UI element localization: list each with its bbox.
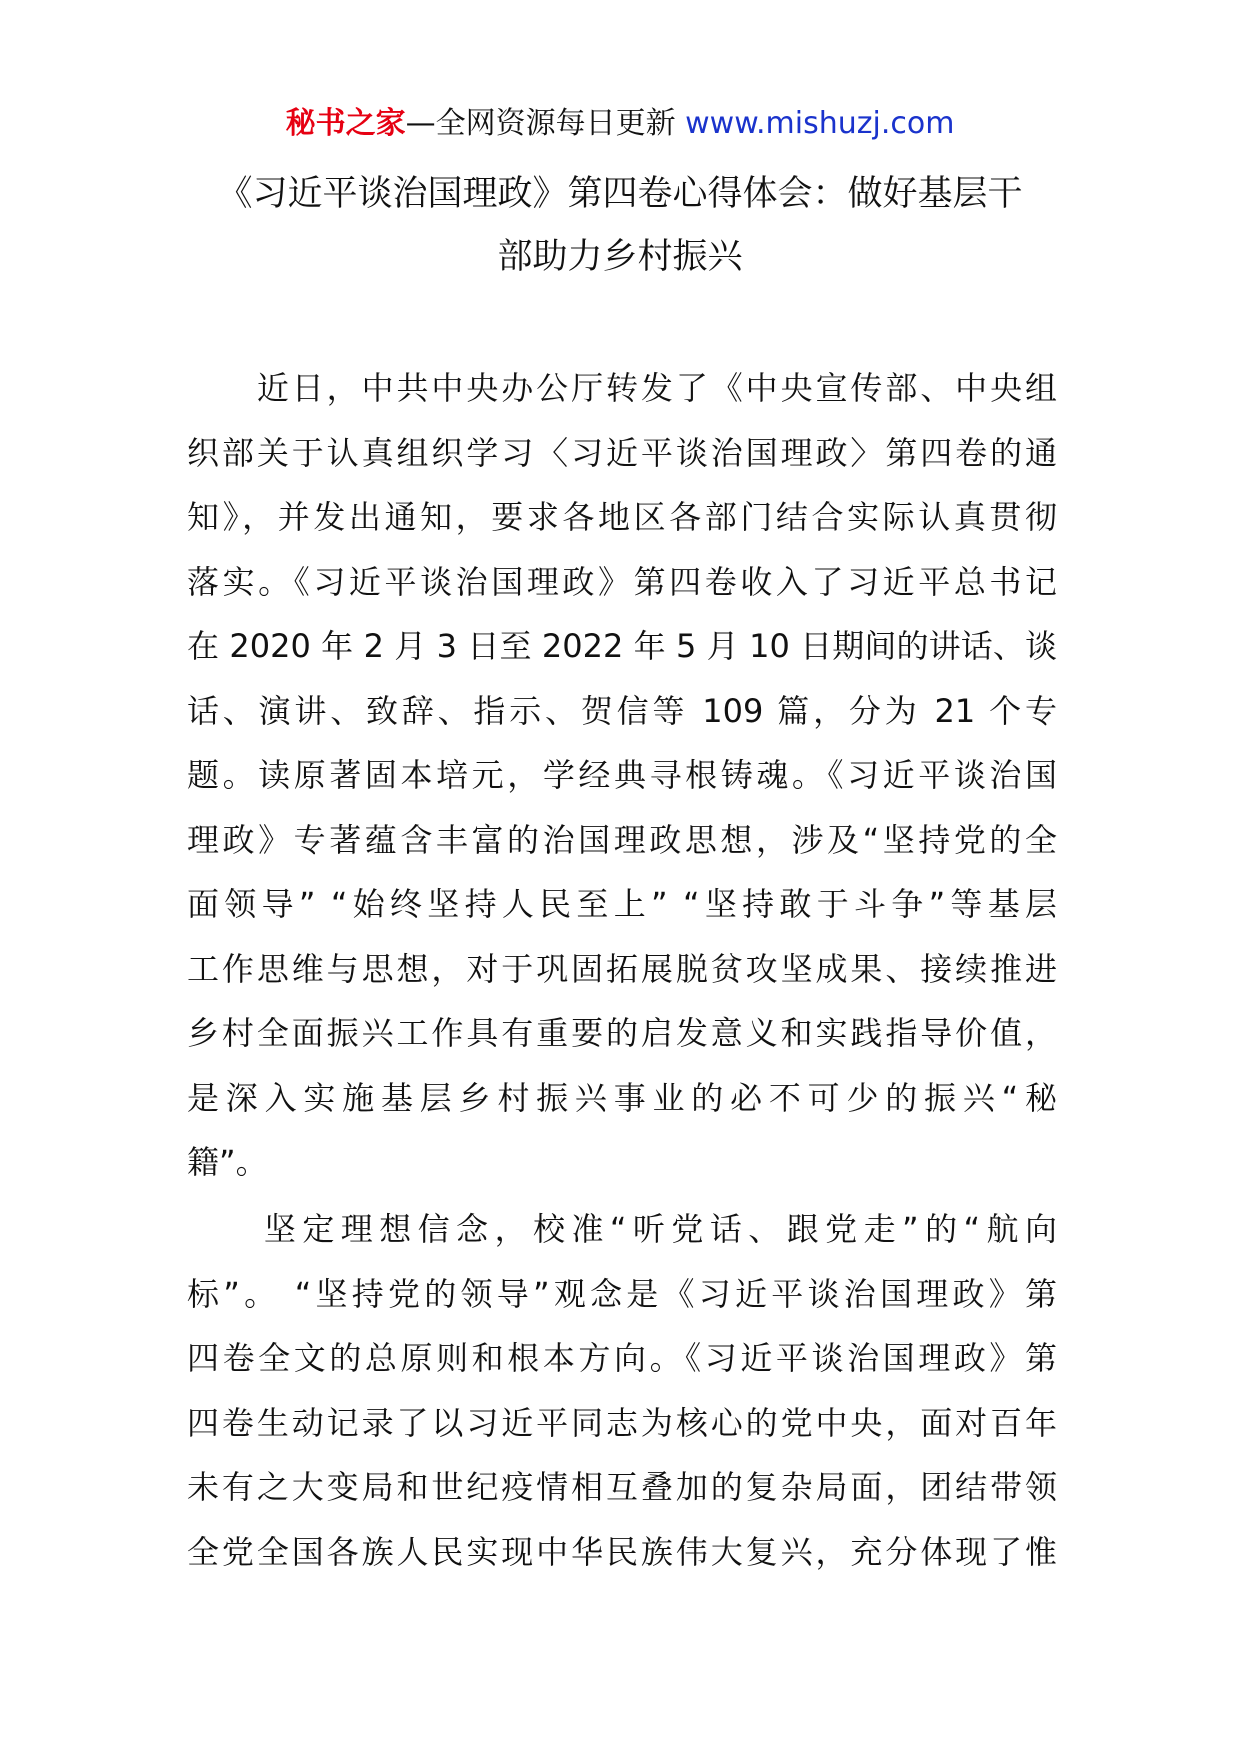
paragraph-2 xyxy=(187,1197,1057,1584)
paragraph-line: 标”。 “坚持党的领导”观念是《习近平谈治国理政》第 xyxy=(187,1274,1057,1313)
site-header xyxy=(0,104,1240,144)
paragraph-line: 籍”。 xyxy=(187,1143,268,1181)
title-line-1: 《习近平谈治国理政》第四卷心得体会：做好基层干 xyxy=(217,174,1023,214)
paragraph-line: 在 2020 年 2 月 3 日至 2022 年 5 月 10 日期间的讲话、谈 xyxy=(187,627,1057,665)
paragraph-1 xyxy=(187,356,1057,1195)
paragraph-line: 坚定理想信念，校准“听党话、跟党走”的“航向 xyxy=(187,1210,1057,1248)
paragraph-line: 四卷生动记录了以习近平同志为核心的党中央，面对百年 xyxy=(187,1403,1057,1442)
site-url-link[interactable]: www.mishuzj.com xyxy=(685,106,955,141)
paragraph-line: 题。读原著固本培元，学经典寻根铸魂。《习近平谈治国 xyxy=(187,756,1057,794)
paragraph-line: 落实。《习近平谈治国理政》第四卷收入了习近平总书记 xyxy=(187,562,1057,601)
brand-name: 秘书之家 xyxy=(285,106,406,141)
paragraph-line: 工作思维与思想，对于巩固拓展脱贫攻坚成果、接续推进 xyxy=(187,949,1057,988)
paragraph-line: 全党全国各族人民实现中华民族伟大复兴，充分体现了惟 xyxy=(187,1532,1057,1571)
header-tagline: —全网资源每日更新 xyxy=(405,106,686,141)
paragraph-line: 未有之大变局和世纪疫情相互叠加的复杂局面，团结带领 xyxy=(187,1468,1057,1506)
paragraph-line: 是深入实施基层乡村振兴事业的必不可少的振兴“秘 xyxy=(187,1078,1057,1117)
paragraph-line: 四卷全文的总原则和根本方向。《习近平谈治国理政》第 xyxy=(187,1339,1057,1377)
title-line-2: 部助力乡村振兴 xyxy=(497,237,743,277)
paragraph-line: 织部关于认真组织学习〈习近平谈治国理政〉第四卷的通 xyxy=(187,433,1057,472)
paragraph-line: 近日，中共中央办公厅转发了《中央宣传部、中央组 xyxy=(187,369,1057,407)
paragraph-line: 知》，并发出通知，要求各地区各部门结合实际认真贯彻 xyxy=(187,498,1057,536)
document-title xyxy=(140,163,1100,289)
paragraph-line: 面领导” “始终坚持人民至上” “坚持敢于斗争”等基层 xyxy=(187,885,1057,923)
paragraph-line: 话、演讲、致辞、指示、贺信等 109 篇，分为 21 个专 xyxy=(187,691,1057,730)
paragraph-line: 理政》专著蕴含丰富的治国理政思想，涉及“坚持党的全 xyxy=(187,820,1057,859)
paragraph-line: 乡村全面振兴工作具有重要的启发意义和实践指导价值， xyxy=(187,1014,1057,1052)
